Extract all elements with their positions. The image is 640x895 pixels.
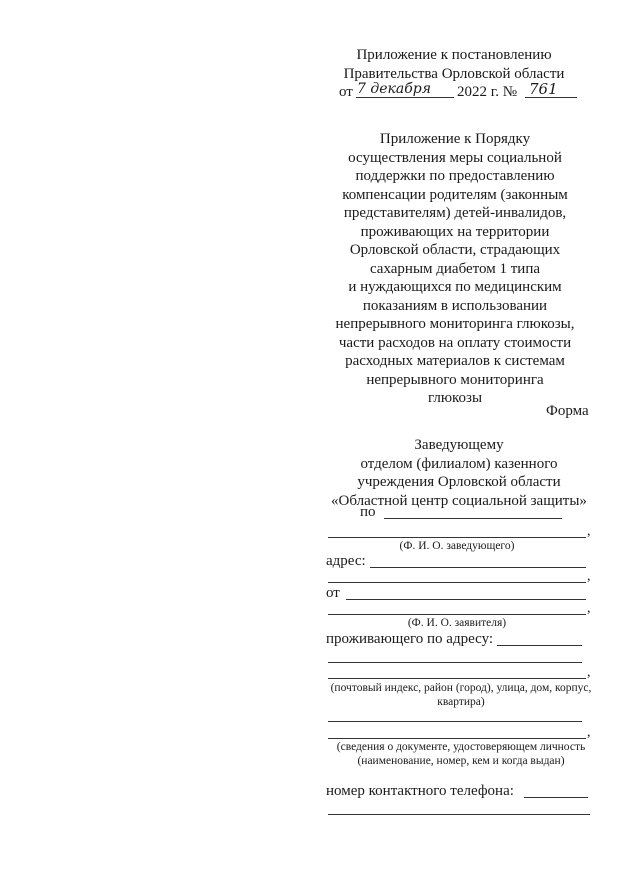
order-line: глюкозы <box>427 390 483 406</box>
order-line: показаниям в использовании <box>362 297 548 314</box>
residing-label: проживающего по адресу: <box>326 631 494 647</box>
order-line: компенсации родителям (законным <box>342 186 568 203</box>
addressee-line: учреждения Орловской области <box>357 474 561 490</box>
comma: , <box>587 524 591 539</box>
handwritten-number: 761 <box>529 80 558 98</box>
form-label: Форма <box>546 403 589 419</box>
applicant-fio-caption: (Ф. И. О. заявителя) <box>407 617 507 629</box>
address-label: адрес: <box>326 553 366 569</box>
order-line: Приложение к Порядку <box>379 131 531 147</box>
addressee-line: Заведующему <box>414 437 504 453</box>
address-field[interactable] <box>370 567 586 568</box>
handwritten-date: 7 декабря <box>357 81 431 97</box>
order-line: сахарным диабетом 1 типа <box>369 260 541 277</box>
order-line: и нуждающихся по медицинским <box>348 279 562 295</box>
comma: , <box>587 569 591 584</box>
order-line: поддержки по предоставлению <box>355 168 555 184</box>
order-line: непрерывного мониторинга <box>366 371 544 388</box>
head-fio-caption: (Ф. И. О. заведующего) <box>399 540 515 552</box>
addressee-line: отделом (филиалом) казенного <box>360 455 558 472</box>
order-line: осуществления меры социальной <box>348 149 562 166</box>
address-field-2[interactable] <box>328 582 586 583</box>
head-fio-field[interactable] <box>328 537 586 538</box>
residence-address-field-2[interactable] <box>328 662 582 663</box>
order-line: части расходов на оплату стоимости <box>338 334 572 351</box>
resolution-header <box>340 46 568 83</box>
phone-label: номер контактного телефона: <box>326 783 514 799</box>
department-name-field[interactable] <box>384 518 562 519</box>
comma: , <box>587 665 591 680</box>
id-document-field[interactable] <box>328 721 582 722</box>
header-line-1: Приложение к постановлению <box>356 47 552 63</box>
year-number-text: 2022 г. № <box>457 84 518 100</box>
comma: , <box>587 725 591 740</box>
id-doc-caption-1: (сведения о документе, удостоверяющем личность <box>336 741 586 753</box>
id-document-field-2[interactable] <box>328 738 586 739</box>
date-prefix: от <box>339 84 353 100</box>
order-line: Орловской области, страдающих <box>349 242 561 258</box>
number-underline <box>525 97 577 98</box>
phone-field[interactable] <box>524 797 588 798</box>
order-line: непрерывного мониторинга глюкозы, <box>335 316 575 332</box>
residence-address-field[interactable] <box>497 645 582 646</box>
order-line: расходных материалов к системам <box>345 353 565 369</box>
order-line: представителям) детей-инвалидов, <box>343 205 567 221</box>
applicant-fio-field[interactable] <box>346 599 586 600</box>
order-line: проживающих на территории <box>360 223 550 240</box>
from-label: от <box>326 585 340 601</box>
order-caption <box>320 130 590 408</box>
addressee-line: «Областной центр социальной защиты» <box>331 492 587 509</box>
phone-field-2[interactable] <box>328 814 590 815</box>
residence-address-field-3[interactable] <box>328 678 586 679</box>
header-line-2: Правительства Орловской области <box>343 65 565 82</box>
header-date-line <box>339 80 589 103</box>
id-doc-caption-2: (наименование, номер, кем и когда выдан) <box>357 755 565 767</box>
addressee-block <box>328 436 590 510</box>
addressee-po-label: по <box>360 504 376 520</box>
postal-caption: (почтовый индекс, район (город), улица, дом, корпус, квартира) <box>330 682 592 708</box>
applicant-fio-field-2[interactable] <box>328 614 586 615</box>
comma: , <box>587 601 591 616</box>
date-underline <box>356 97 454 98</box>
